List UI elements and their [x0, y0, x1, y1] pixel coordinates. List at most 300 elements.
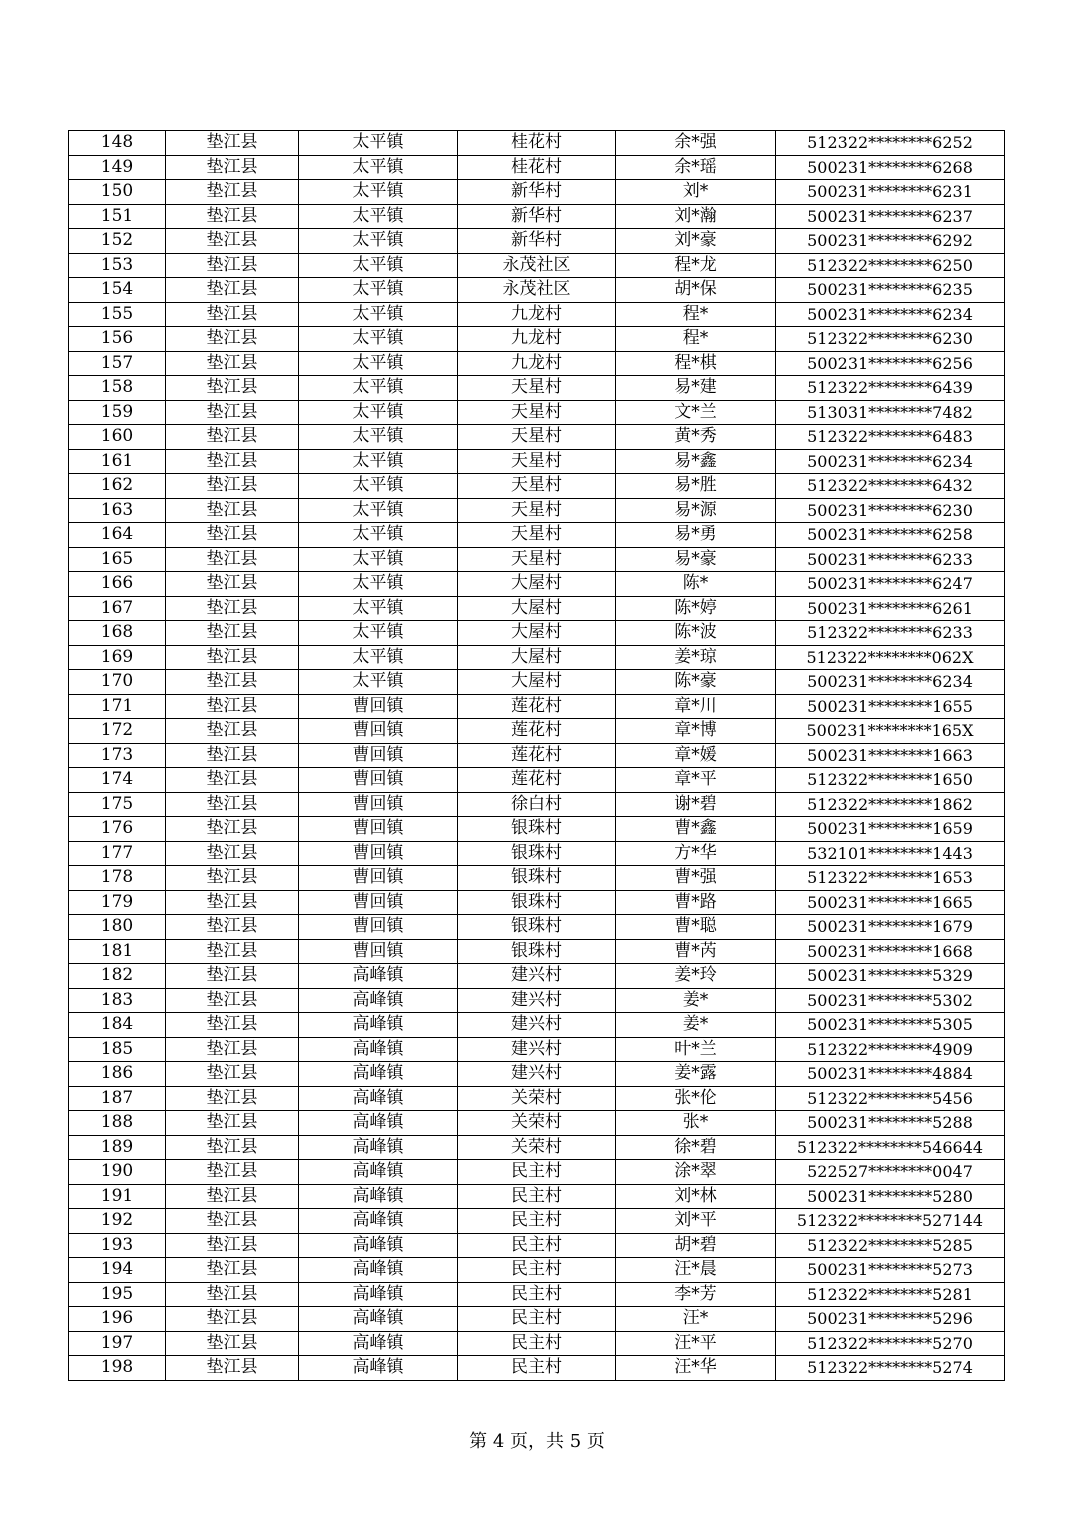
id-number-cell: 500231********5302: [776, 988, 1005, 1013]
table-row: [69, 1086, 1005, 1111]
table-row: [69, 939, 1005, 964]
id-number-cell: 500231********6234: [776, 302, 1005, 327]
county-cell: 垫江县: [166, 474, 299, 499]
town-cell: 太平镇: [299, 425, 458, 450]
name-cell: 刘*平: [616, 1209, 776, 1234]
town-cell: 高峰镇: [299, 1037, 458, 1062]
county-cell: 垫江县: [166, 572, 299, 597]
table-row: [69, 1184, 1005, 1209]
id-number-cell: 500231********6231: [776, 180, 1005, 205]
id-number-cell: 512322********5274: [776, 1356, 1005, 1381]
village-cell: 大屋村: [458, 596, 616, 621]
town-cell: 太平镇: [299, 131, 458, 156]
table-row: [69, 155, 1005, 180]
town-cell: 太平镇: [299, 180, 458, 205]
name-cell: 胡*碧: [616, 1233, 776, 1258]
town-cell: 曹回镇: [299, 743, 458, 768]
id-number-cell: 512322********5270: [776, 1331, 1005, 1356]
name-cell: 陈*婷: [616, 596, 776, 621]
village-cell: 民主村: [458, 1233, 616, 1258]
row-number: 169: [69, 645, 166, 670]
row-number: 171: [69, 694, 166, 719]
row-number: 191: [69, 1184, 166, 1209]
table-row: [69, 229, 1005, 254]
county-cell: 垫江县: [166, 229, 299, 254]
county-cell: 垫江县: [166, 866, 299, 891]
row-number: 194: [69, 1258, 166, 1283]
village-cell: 民主村: [458, 1184, 616, 1209]
id-number-cell: 512322********062X: [776, 645, 1005, 670]
table-row: [69, 1282, 1005, 1307]
row-number: 170: [69, 670, 166, 695]
table-row: [69, 621, 1005, 646]
name-cell: 方*华: [616, 841, 776, 866]
name-cell: 张*伦: [616, 1086, 776, 1111]
town-cell: 高峰镇: [299, 1135, 458, 1160]
table-row: [69, 792, 1005, 817]
county-cell: 垫江县: [166, 1356, 299, 1381]
row-number: 160: [69, 425, 166, 450]
village-cell: 莲花村: [458, 743, 616, 768]
county-cell: 垫江县: [166, 1307, 299, 1332]
town-cell: 太平镇: [299, 204, 458, 229]
town-cell: 太平镇: [299, 523, 458, 548]
records-table-body: [69, 131, 1005, 1381]
village-cell: 建兴村: [458, 988, 616, 1013]
id-number-cell: 512322********546644: [776, 1135, 1005, 1160]
village-cell: 莲花村: [458, 694, 616, 719]
village-cell: 天星村: [458, 400, 616, 425]
town-cell: 太平镇: [299, 229, 458, 254]
town-cell: 高峰镇: [299, 964, 458, 989]
county-cell: 垫江县: [166, 547, 299, 572]
table-row: [69, 474, 1005, 499]
village-cell: 大屋村: [458, 670, 616, 695]
table-row: [69, 425, 1005, 450]
county-cell: 垫江县: [166, 278, 299, 303]
county-cell: 垫江县: [166, 939, 299, 964]
county-cell: 垫江县: [166, 253, 299, 278]
row-number: 176: [69, 817, 166, 842]
row-number: 184: [69, 1013, 166, 1038]
village-cell: 民主村: [458, 1331, 616, 1356]
id-number-cell: 500231********1655: [776, 694, 1005, 719]
name-cell: 徐*碧: [616, 1135, 776, 1160]
table-row: [69, 400, 1005, 425]
village-cell: 莲花村: [458, 768, 616, 793]
town-cell: 高峰镇: [299, 1233, 458, 1258]
name-cell: 姜*琼: [616, 645, 776, 670]
table-row: [69, 890, 1005, 915]
table-row: [69, 1111, 1005, 1136]
town-cell: 曹回镇: [299, 841, 458, 866]
village-cell: 银珠村: [458, 939, 616, 964]
id-number-cell: 500231********5288: [776, 1111, 1005, 1136]
id-number-cell: 512322********5456: [776, 1086, 1005, 1111]
village-cell: 天星村: [458, 474, 616, 499]
name-cell: 叶*兰: [616, 1037, 776, 1062]
row-number: 189: [69, 1135, 166, 1160]
village-cell: 民主村: [458, 1160, 616, 1185]
id-number-cell: 500231********5296: [776, 1307, 1005, 1332]
id-number-cell: 500231********1668: [776, 939, 1005, 964]
id-number-cell: 513031********7482: [776, 400, 1005, 425]
name-cell: 易*鑫: [616, 449, 776, 474]
table-row: [69, 1209, 1005, 1234]
row-number: 154: [69, 278, 166, 303]
name-cell: 汪*晨: [616, 1258, 776, 1283]
county-cell: 垫江县: [166, 670, 299, 695]
table-row: [69, 572, 1005, 597]
table-row: [69, 964, 1005, 989]
name-cell: 刘*豪: [616, 229, 776, 254]
town-cell: 太平镇: [299, 376, 458, 401]
town-cell: 高峰镇: [299, 1160, 458, 1185]
village-cell: 九龙村: [458, 351, 616, 376]
id-number-cell: 512322********6432: [776, 474, 1005, 499]
town-cell: 曹回镇: [299, 939, 458, 964]
town-cell: 太平镇: [299, 155, 458, 180]
table-row: [69, 915, 1005, 940]
table-row: [69, 253, 1005, 278]
county-cell: 垫江县: [166, 1013, 299, 1038]
town-cell: 高峰镇: [299, 1307, 458, 1332]
id-number-cell: 512322********6483: [776, 425, 1005, 450]
county-cell: 垫江县: [166, 1160, 299, 1185]
county-cell: 垫江县: [166, 1111, 299, 1136]
county-cell: 垫江县: [166, 645, 299, 670]
town-cell: 曹回镇: [299, 866, 458, 891]
name-cell: 曹*芮: [616, 939, 776, 964]
county-cell: 垫江县: [166, 425, 299, 450]
table-row: [69, 278, 1005, 303]
id-number-cell: 500231********6261: [776, 596, 1005, 621]
town-cell: 曹回镇: [299, 890, 458, 915]
name-cell: 余*强: [616, 131, 776, 156]
county-cell: 垫江县: [166, 1037, 299, 1062]
town-cell: 太平镇: [299, 302, 458, 327]
county-cell: 垫江县: [166, 131, 299, 156]
town-cell: 高峰镇: [299, 988, 458, 1013]
town-cell: 高峰镇: [299, 1062, 458, 1087]
table-row: [69, 743, 1005, 768]
village-cell: 银珠村: [458, 866, 616, 891]
id-number-cell: 500231********6292: [776, 229, 1005, 254]
village-cell: 大屋村: [458, 645, 616, 670]
table-row: [69, 327, 1005, 352]
village-cell: 桂花村: [458, 131, 616, 156]
village-cell: 银珠村: [458, 841, 616, 866]
name-cell: 曹*聪: [616, 915, 776, 940]
town-cell: 高峰镇: [299, 1086, 458, 1111]
row-number: 198: [69, 1356, 166, 1381]
village-cell: 银珠村: [458, 915, 616, 940]
name-cell: 曹*鑫: [616, 817, 776, 842]
name-cell: 李*芳: [616, 1282, 776, 1307]
county-cell: 垫江县: [166, 890, 299, 915]
village-cell: 民主村: [458, 1282, 616, 1307]
row-number: 177: [69, 841, 166, 866]
town-cell: 高峰镇: [299, 1111, 458, 1136]
name-cell: 黄*秀: [616, 425, 776, 450]
name-cell: 章*川: [616, 694, 776, 719]
county-cell: 垫江县: [166, 621, 299, 646]
county-cell: 垫江县: [166, 1233, 299, 1258]
table-row: [69, 523, 1005, 548]
county-cell: 垫江县: [166, 719, 299, 744]
county-cell: 垫江县: [166, 1209, 299, 1234]
town-cell: 太平镇: [299, 474, 458, 499]
table-row: [69, 988, 1005, 1013]
county-cell: 垫江县: [166, 743, 299, 768]
county-cell: 垫江县: [166, 1331, 299, 1356]
town-cell: 太平镇: [299, 670, 458, 695]
row-number: 155: [69, 302, 166, 327]
county-cell: 垫江县: [166, 1184, 299, 1209]
row-number: 149: [69, 155, 166, 180]
id-number-cell: 500231********6256: [776, 351, 1005, 376]
table-row: [69, 1233, 1005, 1258]
row-number: 197: [69, 1331, 166, 1356]
name-cell: 易*豪: [616, 547, 776, 572]
table-row: [69, 204, 1005, 229]
name-cell: 谢*碧: [616, 792, 776, 817]
table-row: [69, 449, 1005, 474]
name-cell: 章*媛: [616, 743, 776, 768]
row-number: 157: [69, 351, 166, 376]
row-number: 162: [69, 474, 166, 499]
id-number-cell: 512322********6233: [776, 621, 1005, 646]
village-cell: 永茂社区: [458, 278, 616, 303]
id-number-cell: 512322********5285: [776, 1233, 1005, 1258]
name-cell: 程*龙: [616, 253, 776, 278]
village-cell: 民主村: [458, 1356, 616, 1381]
village-cell: 建兴村: [458, 1013, 616, 1038]
table-row: [69, 1135, 1005, 1160]
table-row: [69, 1258, 1005, 1283]
village-cell: 徐白村: [458, 792, 616, 817]
town-cell: 太平镇: [299, 278, 458, 303]
table-row: [69, 376, 1005, 401]
village-cell: 九龙村: [458, 302, 616, 327]
row-number: 185: [69, 1037, 166, 1062]
village-cell: 新华村: [458, 204, 616, 229]
village-cell: 新华村: [458, 180, 616, 205]
town-cell: 太平镇: [299, 645, 458, 670]
village-cell: 大屋村: [458, 621, 616, 646]
village-cell: 民主村: [458, 1307, 616, 1332]
row-number: 163: [69, 498, 166, 523]
row-number: 182: [69, 964, 166, 989]
village-cell: 天星村: [458, 425, 616, 450]
table-row: [69, 547, 1005, 572]
town-cell: 高峰镇: [299, 1282, 458, 1307]
name-cell: 易*源: [616, 498, 776, 523]
row-number: 190: [69, 1160, 166, 1185]
table-row: [69, 498, 1005, 523]
name-cell: 姜*玲: [616, 964, 776, 989]
table-row: [69, 351, 1005, 376]
page-footer: 第 4 页，共 5 页: [469, 1431, 605, 1452]
row-number: 180: [69, 915, 166, 940]
table-row: [69, 670, 1005, 695]
name-cell: 汪*: [616, 1307, 776, 1332]
name-cell: 曹*强: [616, 866, 776, 891]
name-cell: 刘*林: [616, 1184, 776, 1209]
town-cell: 太平镇: [299, 449, 458, 474]
county-cell: 垫江县: [166, 376, 299, 401]
row-number: 178: [69, 866, 166, 891]
county-cell: 垫江县: [166, 351, 299, 376]
name-cell: 程*: [616, 302, 776, 327]
id-number-cell: 512322********6230: [776, 327, 1005, 352]
county-cell: 垫江县: [166, 964, 299, 989]
town-cell: 太平镇: [299, 253, 458, 278]
county-cell: 垫江县: [166, 327, 299, 352]
id-number-cell: 500231********1659: [776, 817, 1005, 842]
county-cell: 垫江县: [166, 155, 299, 180]
id-number-cell: 500231********6230: [776, 498, 1005, 523]
id-number-cell: 500231********1663: [776, 743, 1005, 768]
village-cell: 大屋村: [458, 572, 616, 597]
village-cell: 天星村: [458, 523, 616, 548]
table-row: [69, 817, 1005, 842]
row-number: 158: [69, 376, 166, 401]
county-cell: 垫江县: [166, 988, 299, 1013]
name-cell: 曹*路: [616, 890, 776, 915]
id-number-cell: 500231********6237: [776, 204, 1005, 229]
county-cell: 垫江县: [166, 1135, 299, 1160]
row-number: 188: [69, 1111, 166, 1136]
table-row: [69, 768, 1005, 793]
table-row: [69, 131, 1005, 156]
county-cell: 垫江县: [166, 694, 299, 719]
id-number-cell: 512322********4909: [776, 1037, 1005, 1062]
village-cell: 关荣村: [458, 1111, 616, 1136]
town-cell: 太平镇: [299, 572, 458, 597]
town-cell: 太平镇: [299, 596, 458, 621]
id-number-cell: 522527********0047: [776, 1160, 1005, 1185]
row-number: 156: [69, 327, 166, 352]
name-cell: 程*: [616, 327, 776, 352]
table-row: [69, 719, 1005, 744]
name-cell: 张*: [616, 1111, 776, 1136]
town-cell: 太平镇: [299, 327, 458, 352]
id-number-cell: 500231********5280: [776, 1184, 1005, 1209]
name-cell: 余*瑶: [616, 155, 776, 180]
county-cell: 垫江县: [166, 302, 299, 327]
id-number-cell: 512322********6250: [776, 253, 1005, 278]
id-number-cell: 500231********5305: [776, 1013, 1005, 1038]
county-cell: 垫江县: [166, 841, 299, 866]
name-cell: 胡*保: [616, 278, 776, 303]
county-cell: 垫江县: [166, 1282, 299, 1307]
row-number: 167: [69, 596, 166, 621]
table-row: [69, 841, 1005, 866]
town-cell: 曹回镇: [299, 817, 458, 842]
county-cell: 垫江县: [166, 204, 299, 229]
town-cell: 太平镇: [299, 351, 458, 376]
name-cell: 章*平: [616, 768, 776, 793]
name-cell: 易*勇: [616, 523, 776, 548]
row-number: 165: [69, 547, 166, 572]
county-cell: 垫江县: [166, 596, 299, 621]
name-cell: 陈*波: [616, 621, 776, 646]
id-number-cell: 500231********6234: [776, 449, 1005, 474]
row-number: 181: [69, 939, 166, 964]
id-number-cell: 512322********5281: [776, 1282, 1005, 1307]
row-number: 187: [69, 1086, 166, 1111]
village-cell: 关荣村: [458, 1135, 616, 1160]
town-cell: 高峰镇: [299, 1184, 458, 1209]
village-cell: 建兴村: [458, 964, 616, 989]
name-cell: 易*胜: [616, 474, 776, 499]
name-cell: 刘*: [616, 180, 776, 205]
county-cell: 垫江县: [166, 915, 299, 940]
table-row: [69, 1356, 1005, 1381]
id-number-cell: 500231********1679: [776, 915, 1005, 940]
row-number: 192: [69, 1209, 166, 1234]
table-row: [69, 1037, 1005, 1062]
id-number-cell: 500231********1665: [776, 890, 1005, 915]
village-cell: 民主村: [458, 1258, 616, 1283]
village-cell: 银珠村: [458, 817, 616, 842]
town-cell: 高峰镇: [299, 1258, 458, 1283]
village-cell: 银珠村: [458, 890, 616, 915]
name-cell: 姜*: [616, 1013, 776, 1038]
id-number-cell: 500231********5273: [776, 1258, 1005, 1283]
name-cell: 陈*豪: [616, 670, 776, 695]
id-number-cell: 512322********527144: [776, 1209, 1005, 1234]
village-cell: 桂花村: [458, 155, 616, 180]
row-number: 175: [69, 792, 166, 817]
row-number: 150: [69, 180, 166, 205]
id-number-cell: 500231********165X: [776, 719, 1005, 744]
village-cell: 建兴村: [458, 1062, 616, 1087]
village-cell: 民主村: [458, 1209, 616, 1234]
name-cell: 程*棋: [616, 351, 776, 376]
row-number: 195: [69, 1282, 166, 1307]
county-cell: 垫江县: [166, 1086, 299, 1111]
name-cell: 文*兰: [616, 400, 776, 425]
id-number-cell: 500231********6235: [776, 278, 1005, 303]
town-cell: 太平镇: [299, 621, 458, 646]
row-number: 193: [69, 1233, 166, 1258]
id-number-cell: 500231********6247: [776, 572, 1005, 597]
county-cell: 垫江县: [166, 1062, 299, 1087]
table-row: [69, 1331, 1005, 1356]
name-cell: 汪*平: [616, 1331, 776, 1356]
name-cell: 姜*: [616, 988, 776, 1013]
id-number-cell: 512322********1862: [776, 792, 1005, 817]
id-number-cell: 500231********6268: [776, 155, 1005, 180]
village-cell: 九龙村: [458, 327, 616, 352]
table-row: [69, 596, 1005, 621]
id-number-cell: 512322********1653: [776, 866, 1005, 891]
county-cell: 垫江县: [166, 523, 299, 548]
town-cell: 太平镇: [299, 547, 458, 572]
county-cell: 垫江县: [166, 400, 299, 425]
row-number: 168: [69, 621, 166, 646]
name-cell: 易*建: [616, 376, 776, 401]
row-number: 174: [69, 768, 166, 793]
row-number: 196: [69, 1307, 166, 1332]
village-cell: 关荣村: [458, 1086, 616, 1111]
row-number: 173: [69, 743, 166, 768]
records-table: [68, 130, 1005, 1381]
village-cell: 新华村: [458, 229, 616, 254]
id-number-cell: 512322********1650: [776, 768, 1005, 793]
